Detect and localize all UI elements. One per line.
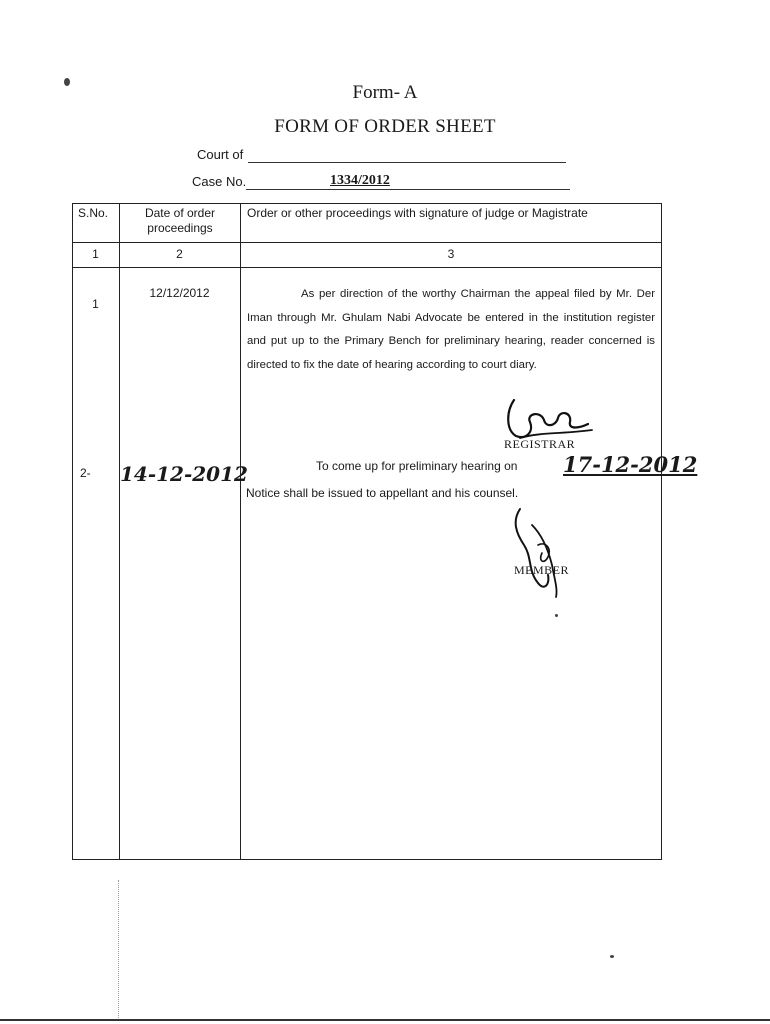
column-heading-sno: S.No. [78,206,109,220]
form-label: Form- A [352,82,418,103]
scan-speck [610,955,614,958]
registrar-label: REGISTRAR [504,437,576,451]
column-heading-order: Order or other proceedings with signature of judge or Magistrate [247,206,588,220]
scan-speck [64,78,70,86]
case-blank-line [246,189,570,190]
column-number-2: 2 [176,247,183,261]
court-blank-line [248,162,566,163]
case-label: Case No. [192,174,247,189]
row-2-sno: 2- [80,466,91,480]
row-2-order-text-line1: To come up for preliminary hearing on [316,459,518,473]
column-divider-2 [240,203,241,860]
court-label: Court of [197,147,244,162]
scan-bottom-edge [0,1019,770,1021]
case-number: 1334/2012 [330,173,390,188]
scan-faint-line [118,880,119,1018]
row-1-sno: 1 [92,297,99,311]
row-2-hearing-date: 17-12-2012 [563,452,698,477]
row-1-order-text: As per direction of the worthy Chairman the appeal filed by Mr. Der Iman through Mr. Ghulam Nabi Advocate be entered in the institution register and put up to the Primary Bench for preliminary hearing, reader concerned is directed to fix the date of hearing according to court diary. [247,288,655,371]
row-2-handwritten-date: 14-12-2012 [120,462,248,486]
column-number-3: 3 [447,247,455,261]
form-title: FORM OF ORDER SHEET [274,116,496,137]
column-number-1: 1 [92,247,99,261]
member-label: MEMBER [514,563,570,577]
column-divider-1 [119,203,120,860]
row-2-order-text-line2: Notice shall be issued to appellant and his counsel. [246,486,519,500]
column-heading-date: Date of order proceedings [144,206,216,235]
scan-speck [555,614,558,617]
row-1-date: 12/12/2012 [149,286,210,300]
member-signature [508,505,578,600]
header-divider [72,242,662,243]
numbers-divider [72,267,662,268]
